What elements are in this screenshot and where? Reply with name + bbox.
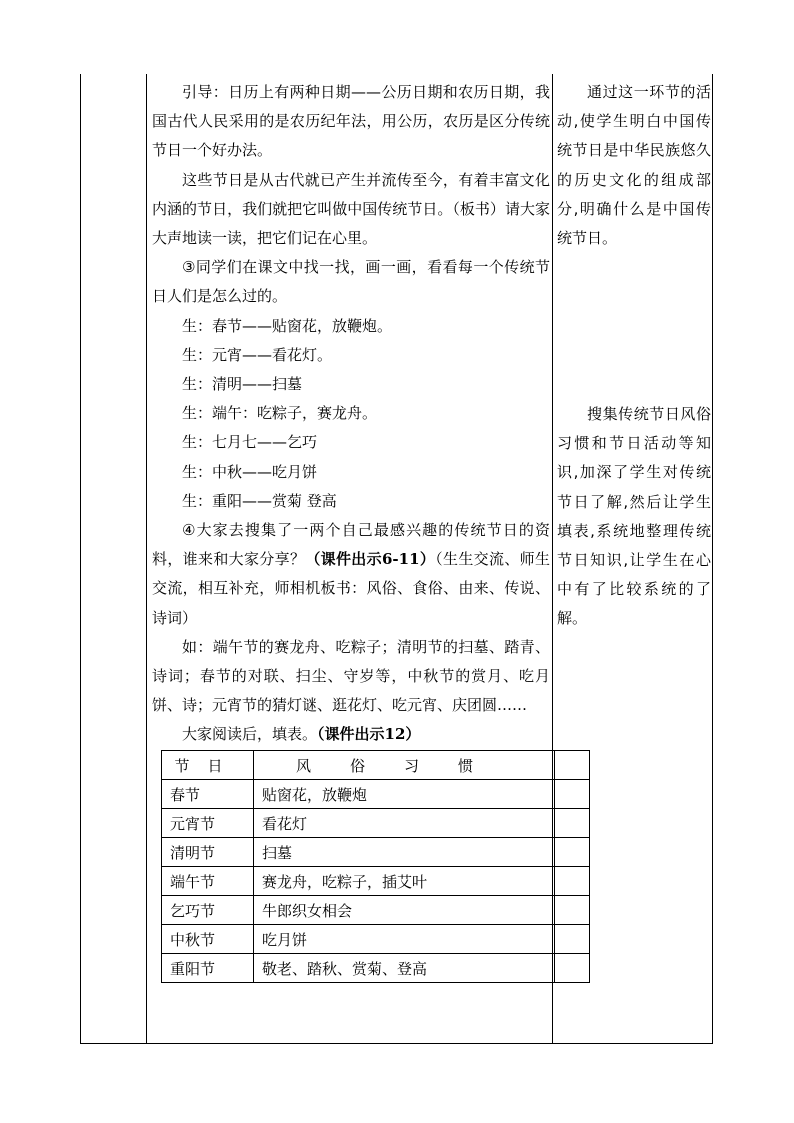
paragraph-examples: 如：端午节的赛龙舟、吃粽子；清明节的扫墓、踏青、诗词；春节的对联、扫尘、守岁等，中秋节的赏月、吃月饼、诗；元宵节的猜灯谜、逛花灯、吃元宵、庆团圆…… <box>152 637 550 715</box>
student-answer-spring: 生：春节——贴窗花，放鞭炮。 <box>182 316 393 335</box>
design-note-2-text: 搜集传统节日风俗习惯和节日活动等知识,加深了学生对传统节日了解,然后让学生填表,系统地整理传统节日知识,让学生在心中有了比较系统的了解。 <box>557 405 711 628</box>
frame-col-divider-1 <box>146 74 147 1044</box>
student-answer-qixi: 生：七月七——乞巧 <box>182 433 318 452</box>
extra-cell <box>555 954 590 983</box>
festival-cell: 端午节 <box>162 867 254 896</box>
table-row <box>162 925 590 954</box>
custom-cell: 赛龙舟，吃粽子，插艾叶 <box>254 867 555 896</box>
paragraph-share-materials <box>152 516 550 633</box>
design-note-1 <box>557 78 711 253</box>
extra-cell <box>555 780 590 809</box>
custom-cell: 吃月饼 <box>254 925 555 954</box>
festival-cell: 元宵节 <box>162 809 254 838</box>
custom-cell: 扫墓 <box>254 838 555 867</box>
festival-cell: 重阳节 <box>162 954 254 983</box>
frame-bottom-border <box>80 1043 713 1044</box>
student-answer-lantern: 生：元宵——看花灯。 <box>182 345 333 364</box>
design-note-1-text: 通过这一环节的活动,使学生明白中国传统节日是中华民族悠久的历史文化的组成部分,明确什么是中国传统节日。 <box>557 83 711 248</box>
frame-left-border <box>80 74 81 1044</box>
header-custom: 风俗习惯 <box>254 751 555 780</box>
header-extra-cell <box>555 751 590 780</box>
courseware-note-6-11: （课件出示6-11） <box>305 550 436 569</box>
paragraph-fill-table <box>152 720 550 749</box>
student-answer-duanwu: 生：端午：吃粽子，赛龙舟。 <box>182 404 378 423</box>
festival-cell: 春节 <box>162 780 254 809</box>
paragraph-find-in-text: ③同学们在课文中找一找，画一画，看看每一个传统节日人们是怎么过的。 <box>152 258 550 306</box>
extra-cell <box>555 896 590 925</box>
table-row <box>162 838 590 867</box>
student-answer-qingming: 生：清明——扫墓 <box>182 375 303 394</box>
extra-cell <box>555 867 590 896</box>
fill-text: 大家阅读后，填表。 <box>182 725 318 744</box>
share-text-b: （生生交流、师生交流，相互补充，师相机板书：风俗、食俗、由来、传说、诗词） <box>152 550 550 627</box>
table-row <box>162 896 590 925</box>
table-header-row <box>162 751 590 780</box>
festival-customs-table <box>161 750 590 983</box>
table-row <box>162 780 590 809</box>
extra-cell <box>555 809 590 838</box>
festival-cell: 乞巧节 <box>162 896 254 925</box>
student-answer-chongyang: 生：重阳——赏菊 登高 <box>182 491 337 510</box>
courseware-note-12: （课件出示12） <box>317 725 421 744</box>
teaching-process-column <box>152 78 550 750</box>
custom-cell: 牛郎织女相会 <box>254 896 555 925</box>
table-row <box>162 809 590 838</box>
custom-cell: 看花灯 <box>254 809 555 838</box>
table-row <box>162 954 590 983</box>
custom-cell: 敬老、踏秋、赏菊、登高 <box>254 954 555 983</box>
student-answer-midautumn: 生：中秋——吃月饼 <box>182 462 318 481</box>
paragraph-intro: 引导：日历上有两种日期——公历日期和农历日期，我国古代人民采用的是农历纪年法，用公历，农历是区分传统节日一个好办法。 <box>152 83 550 160</box>
share-text-a: ④大家去搜集了一两个自己最感兴趣的传统节日的资料，谁来和大家分享？ <box>152 521 550 569</box>
design-note-2 <box>557 400 711 634</box>
festival-cell: 中秋节 <box>162 925 254 954</box>
frame-right-border <box>712 74 713 1044</box>
extra-cell <box>555 925 590 954</box>
table-row <box>162 867 590 896</box>
custom-cell: 贴窗花，放鞭炮 <box>254 780 555 809</box>
festival-cell: 清明节 <box>162 838 254 867</box>
paragraph-traditional-festivals: 这些节日是从古代就已产生并流传至今，有着丰富文化内涵的节日，我们就把它叫做中国传统节日。（板书）请大家大声地读一读，把它们记在心里。 <box>152 170 550 248</box>
extra-cell <box>555 838 590 867</box>
header-festival: 节日 <box>162 751 254 780</box>
